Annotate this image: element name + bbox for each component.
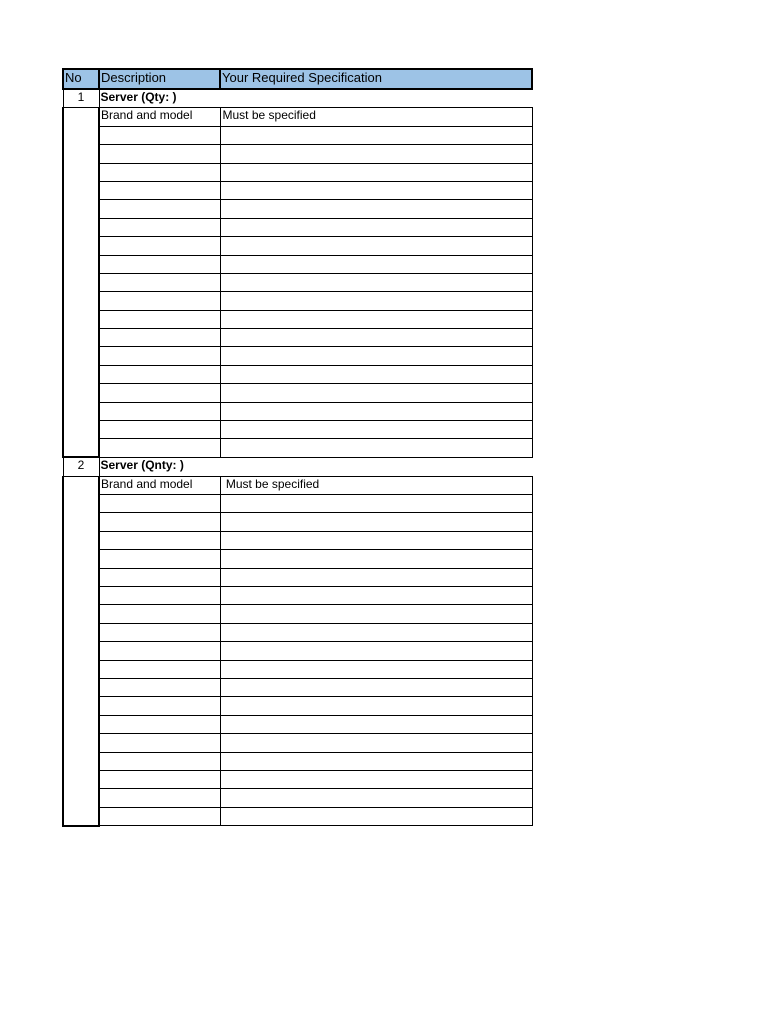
table-row (63, 531, 532, 549)
specification-cell[interactable] (220, 568, 532, 586)
table-row (63, 181, 532, 199)
table-row (63, 200, 532, 218)
table-row (63, 145, 532, 163)
table-row (63, 108, 532, 126)
spec-sheet (62, 68, 531, 827)
table-row (63, 587, 532, 605)
description-cell[interactable] (99, 734, 220, 752)
table-row (63, 292, 532, 310)
specification-cell[interactable] (220, 200, 532, 218)
table-row (63, 255, 532, 273)
section-number[interactable]: 1 (63, 89, 99, 108)
section-title[interactable]: Server (Qty: ) (100, 90, 177, 104)
specification-cell[interactable] (220, 237, 532, 255)
table-row (63, 660, 532, 678)
specification-cell[interactable] (220, 605, 532, 623)
specification-cell[interactable] (220, 163, 532, 181)
description-cell[interactable] (99, 329, 220, 347)
specification-cell[interactable] (220, 679, 532, 697)
specification-cell[interactable] (220, 181, 532, 199)
description-cell[interactable] (99, 660, 220, 678)
description-cell[interactable] (99, 679, 220, 697)
table-row (63, 642, 532, 660)
description-cell[interactable] (99, 218, 220, 236)
specification-cell[interactable] (220, 587, 532, 605)
section-number-column-cell[interactable] (63, 108, 99, 457)
specification-cell[interactable] (220, 126, 532, 144)
specification-cell[interactable] (220, 421, 532, 439)
description-cell[interactable] (99, 310, 220, 328)
specification-cell[interactable] (220, 807, 532, 825)
table-row (63, 715, 532, 733)
description-cell[interactable]: Brand and model (99, 108, 220, 126)
table-row (63, 605, 532, 623)
table-row (63, 310, 532, 328)
description-cell[interactable] (99, 623, 220, 641)
table-row (63, 623, 532, 641)
table-row (63, 126, 532, 144)
table-row (63, 697, 532, 715)
description-cell[interactable] (99, 770, 220, 788)
specification-cell[interactable] (220, 255, 532, 273)
description-cell[interactable] (99, 255, 220, 273)
specification-table (62, 68, 533, 827)
description-cell[interactable] (99, 200, 220, 218)
table-row (63, 679, 532, 697)
description-cell[interactable]: Brand and model (99, 476, 220, 494)
description-cell[interactable] (99, 568, 220, 586)
specification-cell[interactable] (220, 495, 532, 513)
description-cell[interactable] (99, 752, 220, 770)
table-row (63, 163, 532, 181)
specification-cell[interactable] (220, 660, 532, 678)
description-cell[interactable] (99, 642, 220, 660)
description-cell[interactable] (99, 439, 220, 457)
description-cell[interactable] (99, 807, 220, 825)
table-row (63, 329, 532, 347)
specification-cell[interactable] (220, 752, 532, 770)
specification-cell[interactable] (220, 218, 532, 236)
description-cell[interactable] (99, 126, 220, 144)
description-cell[interactable] (99, 495, 220, 513)
description-cell[interactable] (99, 421, 220, 439)
specification-cell[interactable] (220, 402, 532, 420)
table-row (63, 218, 532, 236)
table-row (63, 421, 532, 439)
table-row (63, 347, 532, 365)
table-row (63, 807, 532, 825)
table-row (63, 476, 532, 494)
specification-cell[interactable] (220, 697, 532, 715)
specification-cell[interactable]: Must be specified (220, 476, 532, 494)
table-header-row (63, 69, 532, 89)
description-cell[interactable] (99, 273, 220, 291)
table-row (63, 495, 532, 513)
specification-cell[interactable] (220, 310, 532, 328)
header-specification[interactable]: Your Required Specification (220, 69, 532, 89)
table-row (63, 770, 532, 788)
specification-cell[interactable] (220, 384, 532, 402)
specification-cell[interactable] (220, 734, 532, 752)
description-cell[interactable] (99, 163, 220, 181)
description-cell[interactable] (99, 587, 220, 605)
description-cell[interactable] (99, 181, 220, 199)
table-row (63, 439, 532, 457)
table-row (63, 402, 532, 420)
specification-cell[interactable] (220, 439, 532, 457)
description-cell[interactable] (99, 402, 220, 420)
table-row (63, 384, 532, 402)
table-row (63, 237, 532, 255)
description-cell[interactable] (99, 605, 220, 623)
table-row (63, 365, 532, 383)
specification-cell[interactable] (220, 365, 532, 383)
description-cell[interactable] (99, 513, 220, 531)
table-row (63, 568, 532, 586)
section-title[interactable]: Server (Qnty: ) (100, 457, 184, 472)
specification-cell[interactable] (220, 273, 532, 291)
specification-cell[interactable] (220, 329, 532, 347)
table-row (63, 734, 532, 752)
description-cell[interactable] (99, 531, 220, 549)
section-title-spacer[interactable] (220, 89, 532, 108)
description-cell[interactable] (99, 715, 220, 733)
table-row (63, 789, 532, 807)
specification-cell[interactable] (220, 770, 532, 788)
description-cell[interactable] (99, 292, 220, 310)
description-cell[interactable] (99, 237, 220, 255)
description-cell[interactable] (99, 365, 220, 383)
specification-cell[interactable] (220, 623, 532, 641)
section-number-column-cell[interactable] (63, 476, 99, 825)
section-title-spacer[interactable] (220, 457, 532, 476)
specification-cell[interactable] (220, 531, 532, 549)
specification-cell[interactable] (220, 642, 532, 660)
specification-cell[interactable] (220, 715, 532, 733)
description-cell[interactable] (99, 550, 220, 568)
specification-cell[interactable] (220, 292, 532, 310)
header-no[interactable]: No (63, 69, 99, 89)
description-cell[interactable] (99, 789, 220, 807)
description-cell[interactable] (99, 347, 220, 365)
table-row (63, 273, 532, 291)
specification-cell[interactable] (220, 550, 532, 568)
section-title-row (63, 89, 532, 108)
specification-cell[interactable] (220, 347, 532, 365)
specification-cell[interactable] (220, 513, 532, 531)
specification-cell[interactable]: Must be specified (220, 108, 532, 126)
specification-cell[interactable] (220, 145, 532, 163)
description-cell[interactable] (99, 384, 220, 402)
table-row (63, 550, 532, 568)
header-description[interactable]: Description (99, 69, 220, 89)
description-cell[interactable] (99, 145, 220, 163)
description-cell[interactable] (99, 697, 220, 715)
table-row (63, 513, 532, 531)
specification-cell[interactable] (220, 789, 532, 807)
section-title-row (63, 457, 532, 476)
table-row (63, 752, 532, 770)
section-number[interactable]: 2 (63, 457, 99, 476)
